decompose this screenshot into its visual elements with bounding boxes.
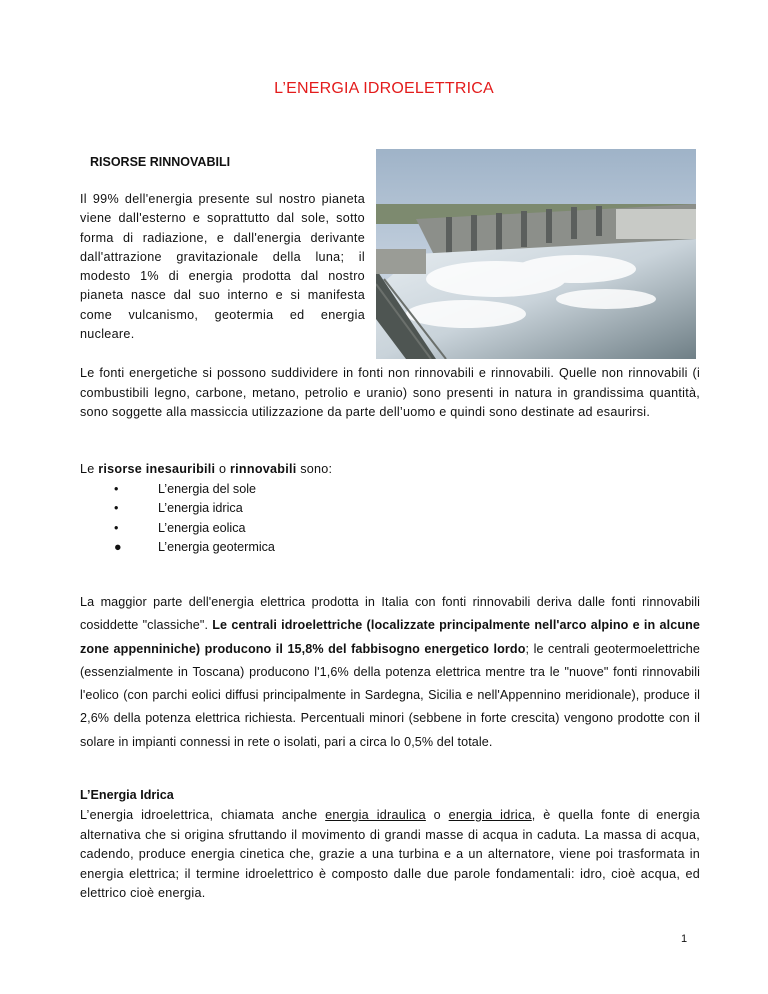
italy-bold-statement: Le centrali idroelettriche (localizzate principalmente nell'arco alpino e in alcune zone appenniniche) producono il 15,8% del fabbisogno energetico lordo: [80, 618, 701, 656]
link-energia-idrica[interactable]: energia idrica: [448, 808, 532, 822]
list-item-text: L’energia geotermica: [158, 539, 275, 554]
italy-text-2: ; le centrali geotermoelettriche (essenzialmente in Toscana) producono l'1,6% della potenza elettrica mentre tra le "nuove" fonti rinnovabili l'eolico (con parchi eolici diffusi principalmente in Sardegna, Sicilia e nell'Appennino meridionale), produce il 2,6% della potenza elettrica richiesta. Percentuali minori (sebbene in forte crescita) vengono prodotte con il solare in impianti connessi in rete o isolati, pari a circa lo 0,5% del totale.: [80, 641, 700, 749]
list-item: [114, 499, 275, 518]
list-intro-post: sono:: [296, 462, 333, 476]
link-energia-idraulica[interactable]: energia idraulica: [325, 808, 426, 822]
intro-paragraph: Il 99% dell'energia presente sul nostro pianeta viene dall'esterno e soprattutto dal sole, sotto forma di radiazione, e dall'energia derivante dall'attrazione gravitazionale della luna; il modesto 1% di energia prodotta dal nostro pianeta nasce dal suo interno e si manifesta come vulcanismo, geotermia ed energia nucleare.: [80, 192, 365, 342]
list-item: [114, 538, 275, 557]
idrica-paragraph: [80, 806, 700, 904]
list-intro-bold-inesauribili: risorse inesauribili: [98, 462, 216, 476]
list-item: [114, 480, 275, 499]
page-title: L’ENERGIA IDROELETTRICA: [274, 80, 494, 97]
fonti-paragraph: Le fonti energetiche si possono suddividere in fonti non rinnovabili e rinnovabili. Quelle non rinnovabili (i combustibili legno, carbone, metano, petrolio e uranio) sono presenti in natura in grandissima quantità, sono soggette alla massiccia utilizzazione da parte dell’uomo e quindi sono destinate ad esaurirsi.: [80, 366, 700, 419]
list-intro-bold-rinnovabili: rinnovabili: [230, 462, 297, 476]
italy-text-1: La maggior parte dell'energia elettrica prodotta in Italia con fonti rinnovabili deriva dalle fonti rinnovabili cosiddette "classiche".: [80, 595, 700, 633]
bullet-icon: ●: [114, 539, 122, 554]
list-intro-mid: o: [215, 462, 231, 476]
list-intro: [80, 460, 700, 479]
dam-photo: [376, 149, 696, 359]
hydroelectric-dam-image: [376, 149, 696, 359]
idrica-text-3: , è quella fonte di energia alternativa che si origina sfruttando il movimento di grandi masse di acqua in caduta. La massa di acqua, cadendo, produce energia cinetica che, grazie a una turbina e a un alternatore, viene poi trasformata in energia elettrica; il termine idroelettrico è composto dalle due parole fondamentali: idro, cioè acqua, ed elettrico cioè energia.: [80, 808, 701, 901]
bullet-icon: •: [114, 501, 119, 516]
section-heading-energia-idrica: L’Energia Idrica: [80, 788, 174, 802]
list-item-text: L’energia eolica: [158, 520, 246, 535]
bullet-icon: •: [114, 482, 119, 496]
section-heading-risorse: RISORSE RINNOVABILI: [90, 155, 231, 169]
idrica-text-2: o: [425, 808, 449, 822]
page-number: 1: [681, 933, 688, 945]
list-intro-pre: Le: [80, 462, 99, 476]
italy-paragraph: [80, 591, 700, 754]
list-item: [114, 519, 275, 538]
list-item-text: L’energia del sole: [158, 482, 257, 496]
idrica-text-1: L’energia idroelettrica, chiamata anche: [80, 808, 326, 822]
renewables-list: [114, 480, 275, 557]
list-item-text: L’energia idrica: [158, 501, 243, 516]
bullet-icon: •: [114, 520, 119, 535]
